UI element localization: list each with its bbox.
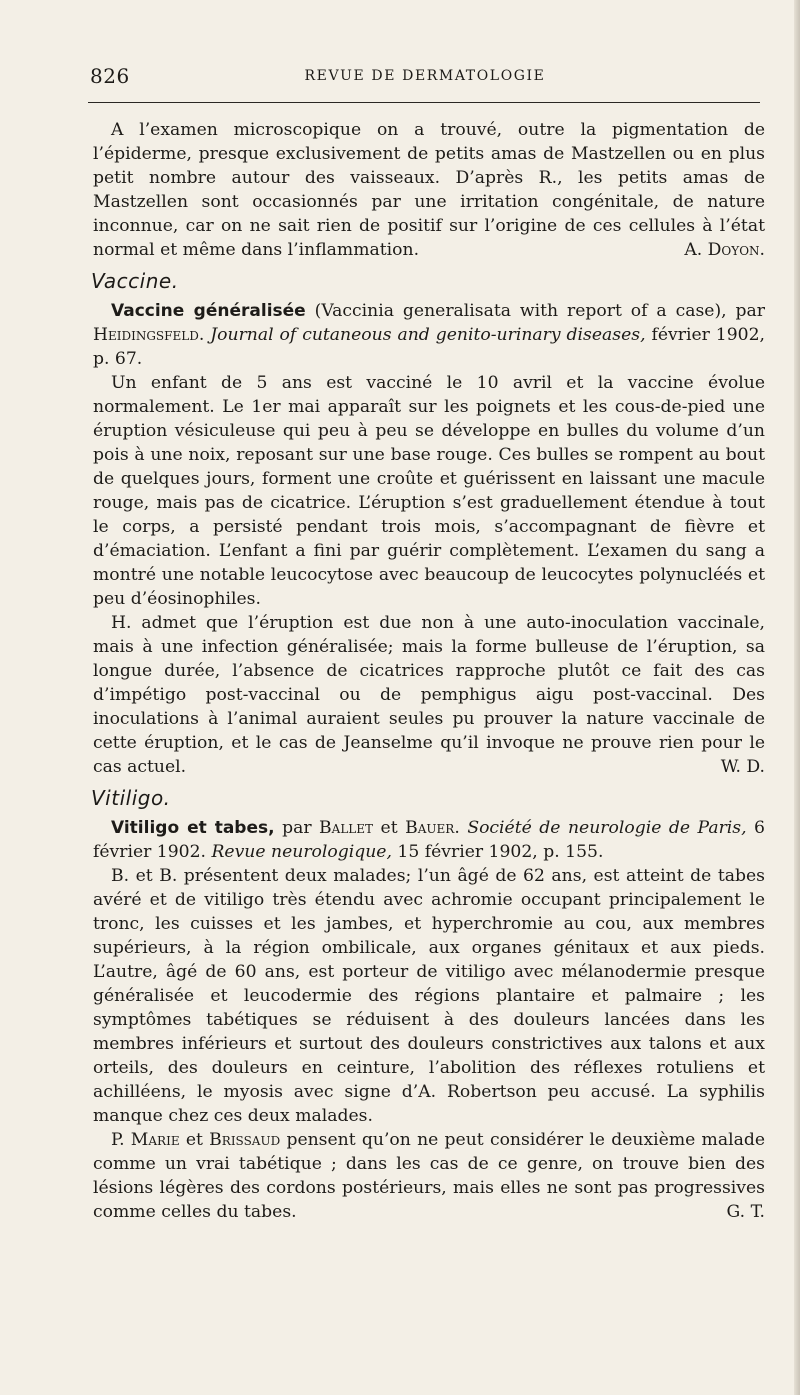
vitiligo-journal-1: Société de neurologie de Paris,: [467, 818, 747, 838]
vaccine-paragraph-2-text: H. admet que l’éruption est due non à une auto-inoculation vaccinale, mais à une infection généralisée; mais la forme bulleuse de l’éruption, sa longue durée, l’absence de cicatrices rapproche plutôt ce fait des cas d’impétigo post-vaccinal ou de pemphigus aigu post-vaccinal. Des inoculations à l’animal auraient seules pu prouver la nature vaccinale de cette éruption, et le cas de Jeanselme qu’il invoque ne prouve rien pour le cas actuel.: [93, 613, 765, 777]
vaccine-article-title: Vaccine généralisée: [111, 301, 306, 321]
page-header: [90, 64, 760, 94]
vitiligo-signature: G. T.: [726, 1202, 765, 1222]
vitiligo-article-title: Vitiligo et tabes,: [111, 818, 275, 838]
vitiligo-paragraph-1: B. et B. présentent deux malades; l’un âgé de 62 ans, est atteint de tabes avéré et de vitiligo très étendu avec achromie occupant principalement le tronc, les cuisses et les jambes, et hyperchromie au cou, aux membres supérieurs, à la région ombilicale, aux organes génitaux et aux pieds. L’autre, âgé de 60 ans, est porteur de vitiligo avec mélanodermie presque généralisée et leucodermie des régions plantaire et palmaire ; les symptômes tabétiques se réduisent à des douleurs lancées dans les membres inférieurs et surtout des douleurs constrictives aux talons et aux orteils, des douleurs en ceinture, l’abolition des réflexes rotuliens et achilléens, le myosis avec signe d’A. Robertson peu accusé. La syphilis manque chez ces deux malades.: [93, 866, 765, 1126]
intro-paragraph: [93, 118, 765, 262]
vaccine-citation: [93, 299, 765, 371]
vitiligo-author-2: Bauer: [405, 818, 455, 838]
page-number: 826: [90, 64, 130, 88]
vaccine-citation-post: février 1902, p. 67.: [93, 325, 765, 369]
vitiligo-citation-sep: et: [373, 818, 406, 838]
article-body: [93, 118, 765, 1224]
vitiligo-citation-mid: 6 février 1902.: [93, 818, 765, 862]
running-title: REVUE DE DERMATOLOGIE: [304, 68, 546, 84]
section-heading-vaccine: Vaccine.: [91, 269, 179, 293]
intro-text: A l’examen microscopique on a trouvé, outre la pigmentation de l’épiderme, presque exclusivement de petits amas de Mastzellen ou en plus petit nombre autour des vaisseaux. D’après R., les petits amas de Mastzellen sont occasionnés par une irritation congénitale, de nature inconnue, car on ne sait rien de positif sur l’origine de ces cellules à l’état normal et même dans l’inflammation.: [93, 120, 765, 260]
vitiligo-final-joiner: et: [179, 1130, 210, 1150]
intro-signature: A. Doyon.: [684, 240, 765, 260]
section-heading-vitiligo: Vitiligo.: [91, 786, 171, 810]
vaccine-journal: Journal of cutaneous and genito-urinary diseases,: [210, 325, 646, 345]
vitiligo-citation: Vitiligo et tabes, par Ballet et Bauer. Société de neurologie de Paris, 6 février 1902. Revue neurologique, 15 février 1902, p. 155.: [93, 818, 765, 862]
vaccine-signature: W. D.: [720, 757, 765, 777]
vaccine-paragraph-1: Un enfant de 5 ans est vacciné le 10 avril et la vaccine évolue normalement. Le 1er mai apparaît sur les poignets et les cous-de-pied une éruption vésiculeuse qui peu à peu se développe en bulles du volume d’un pois à une noix, reposant sur une base rouge. Ces bulles se rompent au bout de quelques jours, forment une croûte et guérissent en laissant une macule rouge, mais pas de cicatrice. L’éruption s’est graduellement étendue à tout le corps, a persisté pendant trois mois, s’accompagnant de fièvre et d’émaciation. L’enfant a fini par guérir complètement. L’examen du sang a montré une notable leucocytose avec beaucoup de leucocytes polynucléés et peu d’éosinophiles.: [93, 373, 765, 609]
vaccine-citation-sep: .: [198, 325, 211, 345]
vaccine-author: Heidingsfeld: [93, 325, 199, 345]
vitiligo-author-1: Ballet: [319, 818, 374, 838]
page-edge: [794, 0, 800, 1395]
vitiligo-final-prefix: P.: [111, 1130, 131, 1150]
vitiligo-journal-2: Revue neurologique,: [211, 842, 392, 862]
header-rule: [88, 102, 760, 103]
vitiligo-citation-pre: par: [274, 818, 320, 838]
vitiligo-final-text: pensent qu’on ne peut considérer le deuxième malade comme un vrai tabétique ; dans les cas de ce genre, on trouve bien des lésions légères des cordons postérieurs, mais elles ne sont pas progressives comme celles du tabes.: [93, 1130, 765, 1222]
vitiligo-final-author-1: Marie: [130, 1130, 180, 1150]
vaccine-citation-pre: (Vaccinia generalisata with report of a case), par: [305, 301, 766, 321]
vitiligo-paragraph-2: [93, 1128, 765, 1224]
vitiligo-citation-post: 15 février 1902, p. 155.: [391, 842, 604, 862]
vitiligo-final-author-2: Brissaud: [209, 1130, 281, 1150]
vaccine-paragraph-2: [93, 611, 765, 779]
